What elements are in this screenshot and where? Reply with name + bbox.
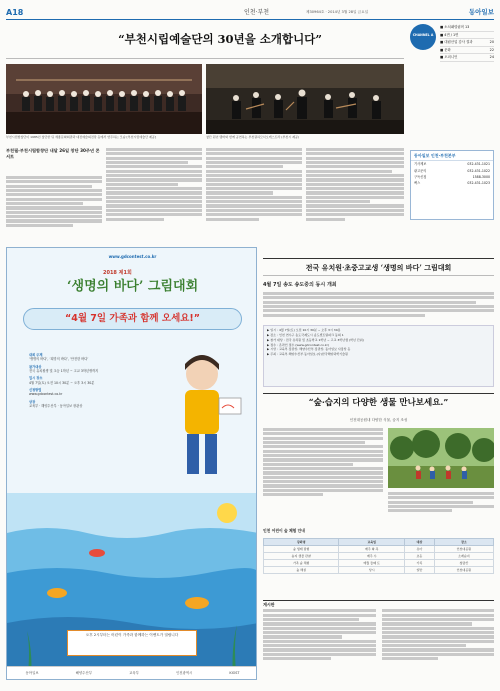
main-headline: “부천시립예술단의 30년을 소개합니다” (118, 32, 322, 46)
headline-divider (6, 58, 404, 59)
contact-row: 광고문의 032-431-1022 (414, 168, 490, 173)
ad-slogan: “4월 7일 가족과 함께 오세요!” (23, 308, 242, 330)
article-column-1 (6, 176, 102, 240)
toc-item[interactable]: ■ 오피니언 24 (440, 54, 494, 62)
contact-row: 팩스 032-431-1023 (414, 181, 490, 186)
forest-headline: “숲·습지의 다양한 생물 만나보세요.” (263, 393, 494, 411)
sponsor-logo: 인천광역시 (175, 671, 193, 676)
ad-sponsors (7, 666, 257, 680)
toc-item[interactable]: ■ 4면 / 1면 (440, 32, 494, 40)
forest-photo (388, 428, 494, 488)
table-row: 가족 숲 체험 매월 둘째 토 가족 청량산 (264, 560, 494, 567)
toc-item[interactable]: ■ 소치패럴림픽 13 (440, 24, 494, 32)
newspaper-logo: 동아일보 (468, 8, 494, 16)
forest-kicker: 인천대공원내 다양한 식물, 습지 조성 (349, 418, 408, 422)
section-title: 인천·부천 (244, 9, 270, 16)
orchestra-photo (206, 64, 404, 134)
contest-article-body (263, 292, 494, 322)
sponsor-logo: KIOST (229, 671, 240, 676)
table-row: 습지 생물 관찰 매주 수 초등 소래습지 (264, 553, 494, 560)
ad-url[interactable]: www.gdcontest.co.kr (108, 254, 157, 259)
drawing-contest-ad[interactable] (6, 247, 257, 680)
contact-row: 기사제보 032-431-1021 (414, 162, 490, 167)
contact-box (410, 150, 494, 220)
sponsor-logo: 교육부 (129, 671, 139, 676)
contact-box-title: 동아일보 인천·부천본부 (411, 151, 493, 161)
photo-caption-right: 창단 원년 멤버와 함께 공연하는 부천필하모닉오케스트라 (부천시 제공) (206, 135, 300, 139)
table-row: 숲 생태 탐험 매주 화·목 유아 인천대공원 (264, 546, 494, 553)
bulletin-title: 게시판 (263, 600, 494, 607)
page-header (6, 8, 494, 20)
child-illustration (157, 346, 247, 486)
photo-caption-left: 부천시립합창단이 1985년 창단한 뒤 세종문화회관과 대전예술의전당 등에서 연주하는 모습 [부천시립예술단 제공] (6, 135, 156, 139)
article-column-3 (206, 148, 302, 240)
forest-table-title: 인천 어린이 숲 체험 안내 (263, 528, 305, 533)
ad-brand: ‘생명의 바다’ 그림대회 (67, 279, 199, 294)
sponsor-logo: 동아일보 (25, 671, 39, 676)
issue-info: 제30964호 · 2014년 3월 28일 금요일 (306, 10, 369, 14)
forest-program-table: 강좌명 교육일 대상 장소 숲 생태 탐험 매주 화·목 유아 인천대공원 습지 생물 관찰 매주 수 초등 소래습지 가족 숲 체험 매월 둘째 토 가족 청량산 숲 해설 상시 일반 인천대공원 (263, 538, 494, 574)
channel-badge: CHANNEL A (410, 24, 436, 50)
forest-photo-caption (388, 492, 494, 522)
contest-details-box: ▶ 일시 : 4월 7일(토) 오전 10시 30분 ~ 오후 3시 30분 ▶ 장소 : 인천 연수구 송도국제도시 송도센트럴파크 동의 1 ▶ 참가 대상 : 전국 유치원 및 초등학교 1학년 ~ 고교 3학년생 (학년 단위) ▶ 접수 : 온라인 접수 (www.gdcontest.co.kr) ▶ 시상 : 교육부 장관상, 해양수산부 장관상, 동아일보 사장상 등 ▶ 주최 : 교육부·해양수산부·동아일보·(사)한국해양과학기술원 (263, 325, 494, 387)
sponsor-logo: 해양수산부 (75, 671, 93, 676)
ad-notice: 오후 2시부터는 어린이 가족과 함께하는 이벤트가 열립니다 (67, 630, 197, 656)
forest-article-body (263, 428, 383, 512)
contest-headline: 전국 유치원·초중고교생 ‘생명의 바다’ 그림대회 (263, 258, 494, 276)
toc-item[interactable]: ■ 문화 22 (440, 47, 494, 55)
choir-photo (6, 64, 202, 134)
ad-year-tag: 2018 제1회 (103, 270, 132, 276)
toc-item[interactable]: ■ 대림산업 감사 결과 20 (440, 39, 494, 47)
contest-subhead: 4월 7일 송도 송도중의 동시 개최 (263, 282, 337, 288)
article-column-4 (306, 148, 404, 240)
ad-info: 대회 주제 ‘생명의 바다’, ‘희망의 바다’, ‘안전한 바다’ 참가대상 전국 유치원생 및 초등 1학년 ~ 고교 3학년생까지 일시 장소 4월 7일(토) 오전 10시 30분 ~ 오후 3시 30분 신청방법 www.gdcontest.co.kr 상장 교육부 · 해양수산부 · 동아일보 장관상 (29, 353, 99, 408)
page-number: A18 (6, 8, 24, 17)
table-row: 숲 해설 상시 일반 인천대공원 (264, 567, 494, 574)
contact-row: 구독신청 1588-3000 (414, 175, 490, 180)
main-subhead: 부천필-부천시립합창단 내달 26일 창단 30주년 콘서트 (6, 148, 100, 159)
article-column-2 (106, 148, 202, 240)
bulletin-board (263, 600, 494, 680)
table-of-contents (440, 24, 494, 62)
